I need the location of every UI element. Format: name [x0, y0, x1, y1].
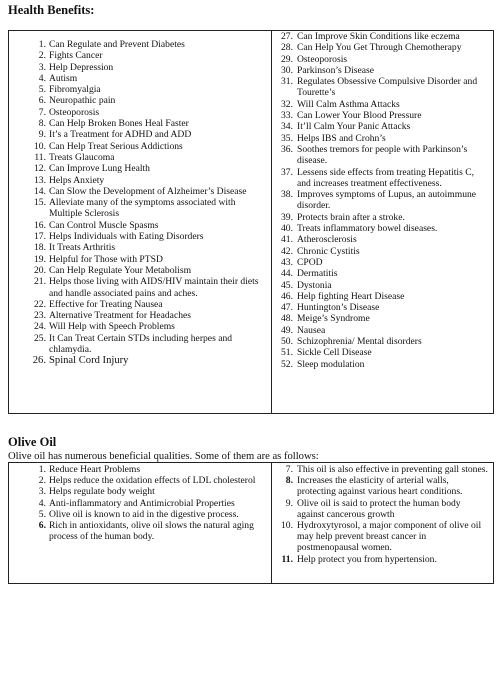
item-text: Increases the elasticity of arterial walls, protecting against various heart conditions. [297, 475, 463, 498]
item-number: 40. [281, 223, 293, 235]
item-number: 7. [285, 464, 293, 475]
item-text: Can Improve Skin Conditions like eczema [297, 31, 460, 42]
item-number: 44. [281, 268, 293, 280]
list-item [272, 257, 494, 268]
item-number: 21. [34, 276, 46, 288]
list-item [9, 186, 271, 197]
list-item [272, 234, 494, 245]
item-text: Neuropathic pain [49, 95, 116, 107]
list-item [272, 189, 494, 212]
item-text: Alleviate many of the symptoms associated with Multiple Sclerosis [49, 197, 236, 220]
item-number: 25. [34, 332, 46, 344]
item-text: Meige’s Syndrome [297, 313, 370, 325]
item-text: Improves symptoms of Lupus, an autoimmune disorder. [297, 189, 477, 212]
list-item [9, 509, 271, 520]
list-item [272, 359, 494, 370]
item-number: 26. [32, 355, 46, 367]
health-benefits-table [8, 30, 494, 414]
item-number: 8. [285, 475, 293, 487]
item-number: 1. [38, 39, 46, 50]
item-text: Help protect you from hypertension. [297, 553, 437, 565]
olive-oil-right-column [272, 463, 494, 565]
list-item [272, 54, 494, 65]
item-number: 31. [281, 76, 293, 88]
item-text: Help fighting Heart Disease [297, 290, 405, 302]
list-item [272, 121, 494, 132]
list-item [272, 464, 494, 475]
item-number: 13. [34, 174, 46, 186]
olive-oil-title: Olive Oil [8, 435, 57, 449]
item-number: 35. [281, 132, 293, 144]
list-item [272, 76, 494, 99]
item-text: Treats Glaucoma [49, 151, 115, 163]
item-text: Spinal Cord Injury [49, 355, 129, 367]
item-text: Atherosclerosis [297, 234, 357, 246]
list-item [9, 62, 271, 73]
list-item [9, 254, 271, 265]
health-benefits-right-column [272, 31, 494, 370]
item-text: This oil is also effective in preventing gall stones. [297, 464, 488, 475]
item-text: Reduce Heart Problems [49, 464, 141, 475]
list-item [272, 520, 494, 554]
item-number: 19. [34, 253, 46, 265]
item-number: 50. [281, 336, 293, 348]
list-item [9, 333, 271, 356]
item-text: Helps IBS and Crohn’s [297, 132, 386, 144]
list-item [9, 95, 271, 106]
item-number: 24. [34, 321, 46, 333]
item-text: CPOD [297, 256, 323, 268]
item-text: It Treats Arthritis [49, 242, 116, 254]
item-number: 20. [34, 264, 46, 276]
list-item [9, 118, 271, 129]
item-number: 32. [281, 98, 293, 110]
list-item [272, 302, 494, 313]
item-text: Can Help You Get Through Chemotherapy [297, 42, 462, 54]
item-text: Dermatitis [297, 268, 338, 280]
olive-oil-table [8, 462, 494, 584]
item-text: Parkinson’s Disease [297, 64, 375, 76]
item-text: Effective for Treating Nausea [49, 298, 163, 310]
item-text: Huntington’s Disease [297, 302, 380, 314]
item-number: 39. [281, 211, 293, 223]
list-item [9, 129, 271, 140]
item-number: 11. [34, 151, 46, 163]
item-number: 2. [38, 50, 46, 62]
item-text: Will Calm Asthma Attacks [297, 98, 400, 110]
list-item [272, 475, 494, 497]
item-text: Rich in antioxidants, olive oil slows the natural aging process of the human body. [49, 520, 254, 543]
list-item [272, 65, 494, 76]
item-number: 4. [38, 497, 46, 509]
item-text: Helps reduce the oxidation effects of LDL cholesterol [49, 475, 256, 487]
item-number: 18. [34, 242, 46, 254]
list-item [9, 231, 271, 242]
item-text: Treats inflammatory bowel diseases. [297, 223, 438, 235]
item-text: It’ll Calm Your Panic Attacks [297, 121, 411, 133]
item-text: Will Help with Speech Problems [49, 321, 175, 333]
list-item [272, 325, 494, 336]
item-number: 12. [34, 163, 46, 175]
item-number: 15. [34, 197, 46, 209]
item-number: 7. [38, 106, 46, 118]
list-item [272, 291, 494, 302]
item-number: 14. [34, 185, 46, 197]
item-text: Sickle Cell Disease [297, 347, 372, 359]
list-item [272, 42, 494, 53]
item-text: Can Help Regulate Your Metabolism [49, 264, 192, 276]
list-item [272, 110, 494, 121]
item-text: Sleep modulation [297, 358, 365, 370]
item-number: 38. [281, 189, 293, 201]
list-item [272, 246, 494, 257]
item-number: 4. [38, 72, 46, 84]
item-text: It’s a Treatment for ADHD and ADD [49, 129, 192, 141]
item-text: Can Improve Lung Health [49, 163, 150, 175]
item-text: Can Regulate and Prevent Diabetes [49, 39, 185, 50]
item-number: 22. [34, 298, 46, 310]
list-item [9, 242, 271, 253]
list-item [9, 265, 271, 276]
item-text: Help Depression [49, 61, 114, 73]
list-item [9, 220, 271, 231]
item-number: 47. [281, 302, 293, 314]
item-text: Can Help Treat Serious Addictions [49, 140, 183, 152]
list-item [272, 133, 494, 144]
item-text: Protects brain after a stroke. [297, 211, 405, 223]
item-number: 10. [34, 140, 46, 152]
item-text: Osteoporosis [49, 106, 100, 118]
item-number: 28. [281, 42, 293, 54]
item-text: Helps Anxiety [49, 174, 105, 186]
health-benefits-title: Health Benefits: [8, 3, 95, 17]
item-number: 52. [281, 358, 293, 370]
list-item [272, 99, 494, 110]
list-item [272, 144, 494, 167]
list-item [9, 355, 271, 366]
list-item [9, 197, 271, 220]
list-item [9, 141, 271, 152]
item-text: Regulates Obsessive Compulsive Disorder and Tourette’s [297, 76, 478, 99]
item-number: 46. [281, 290, 293, 302]
item-number: 11. [281, 553, 293, 565]
item-number: 2. [38, 475, 46, 487]
item-number: 9. [285, 497, 293, 509]
item-number: 42. [281, 245, 293, 257]
list-item [9, 310, 271, 321]
list-item [9, 175, 271, 186]
item-text: It Can Treat Certain STDs including herpes and chlamydia. [49, 332, 233, 356]
item-number: 33. [281, 110, 293, 122]
list-item [9, 464, 271, 475]
item-text: Can Control Muscle Spasms [49, 219, 159, 231]
item-text: Helps those living with AIDS/HIV maintain their diets and handle associated pains and aches. [49, 276, 259, 299]
list-item [9, 486, 271, 497]
list-item [272, 347, 494, 358]
list-item [9, 152, 271, 163]
item-number: 1. [38, 464, 46, 475]
list-item [9, 73, 271, 84]
olive-oil-left-column [9, 463, 271, 542]
list-item [9, 84, 271, 95]
item-text: Lessens side effects from treating Hepatitis C, and increases treatment effectiveness. [297, 166, 474, 189]
item-text: Fibromyalgia [49, 84, 101, 96]
list-item [272, 268, 494, 279]
item-text: Schizophrenia/ Mental disorders [297, 336, 422, 348]
item-text: Soothes tremors for people with Parkinson’s disease. [297, 143, 468, 167]
list-item [9, 39, 271, 50]
list-item [272, 212, 494, 223]
list-item [9, 299, 271, 310]
item-number: 29. [281, 53, 293, 65]
list-item [9, 107, 271, 118]
item-number: 43. [281, 256, 293, 268]
item-number: 8. [38, 118, 46, 130]
item-number: 6. [38, 95, 46, 107]
item-number: 34. [281, 121, 293, 133]
list-item [272, 280, 494, 291]
item-number: 27. [281, 31, 293, 42]
item-text: Helps regulate body weight [49, 486, 155, 498]
item-text: Can Slow the Development of Alzheimer’s Disease [49, 185, 247, 197]
list-item [272, 223, 494, 234]
item-text: Can Help Broken Bones Heal Faster [49, 118, 189, 130]
item-text: Autism [49, 72, 78, 84]
list-item [9, 50, 271, 61]
item-number: 3. [38, 61, 46, 73]
item-number: 23. [34, 310, 46, 322]
list-item [9, 520, 271, 542]
item-number: 17. [34, 231, 46, 243]
item-text: Fights Cancer [49, 50, 103, 62]
item-text: Nausea [297, 324, 326, 336]
item-number: 3. [38, 486, 46, 498]
list-item [9, 321, 271, 332]
list-item [272, 313, 494, 324]
item-number: 30. [281, 64, 293, 76]
item-number: 5. [38, 84, 46, 96]
item-number: 6. [38, 520, 46, 532]
item-text: Helpful for Those with PTSD [49, 253, 163, 265]
item-text: Alternative Treatment for Headaches [49, 310, 191, 322]
item-number: 51. [281, 347, 293, 359]
list-item [9, 498, 271, 509]
item-text: Osteoporosis [297, 53, 348, 65]
item-number: 9. [38, 129, 46, 141]
list-item [272, 336, 494, 347]
list-item [272, 554, 494, 565]
item-text: Can Lower Your Blood Pressure [297, 110, 422, 122]
list-item [272, 167, 494, 190]
item-text: Helps Individuals with Eating Disorders [49, 231, 204, 243]
item-text: Hydroxytyrosol, a major component of olive oil may help prevent breast cancer in postmenopausal women. [297, 520, 482, 554]
list-item [9, 276, 271, 299]
list-item [272, 31, 494, 42]
olive-oil-intro: Olive oil has numerous beneficial qualities. Some of them are as follows: [8, 451, 319, 462]
item-number: 16. [34, 219, 46, 231]
item-text: Dystonia [297, 279, 332, 291]
item-number: 10. [281, 520, 293, 532]
item-text: Anti-inflammatory and Antimicrobial Properties [49, 497, 235, 509]
item-number: 36. [281, 143, 293, 155]
health-benefits-left-column [9, 31, 271, 367]
item-number: 5. [38, 508, 46, 520]
item-number: 37. [281, 166, 293, 178]
item-number: 45. [281, 279, 293, 291]
list-item [9, 475, 271, 486]
item-number: 41. [281, 234, 293, 246]
item-number: 49. [281, 324, 293, 336]
item-number: 48. [281, 313, 293, 325]
item-text: Olive oil is said to protect the human body against cancerous growth [297, 497, 461, 520]
list-item [272, 498, 494, 520]
item-text: Chronic Cystitis [297, 245, 360, 257]
list-item [9, 163, 271, 174]
item-text: Olive oil is known to aid in the digestive process. [49, 508, 239, 520]
